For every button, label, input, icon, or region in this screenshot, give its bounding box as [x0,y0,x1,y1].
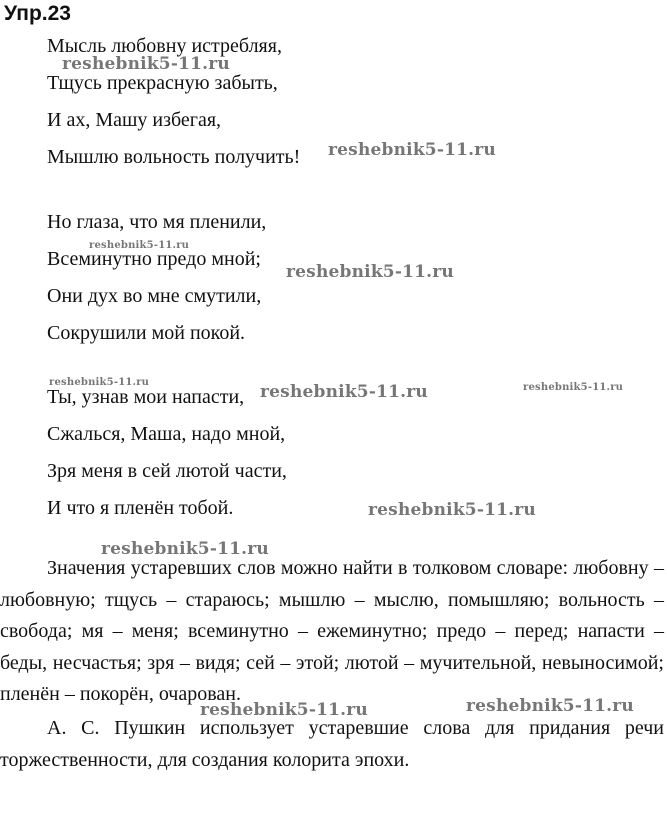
poem-stanza [47,208,266,356]
poem-line: Мысль любовну истребляя, [47,35,282,57]
watermark: reshebnik5-11.ru [466,696,634,716]
watermark: reshebnik5-11.ru [523,382,624,393]
poem-line: Сокрушили мой покой. [47,322,246,344]
watermark: reshebnik5-11.ru [368,500,536,520]
poem-line: Всеминутно предо мной; [47,248,261,270]
watermark: reshebnik5-11.ru [328,140,496,160]
poem-line: Ты, узнав мои напасти, [47,386,245,408]
watermark: reshebnik5-11.ru [89,240,190,251]
poem-line: Они дух во мне смутили, [47,285,262,307]
poem-line: И что я пленён тобой. [47,497,234,519]
watermark: reshebnik5-11.ru [101,539,269,559]
poem-stanza [47,383,287,531]
poem-line: Сжалься, Маша, надо мной, [47,423,286,445]
watermark: reshebnik5-11.ru [200,700,368,720]
watermark: reshebnik5-11.ru [49,377,150,388]
explanation-paragraph: А. С. Пушкин использует устаревшие слова для придания речи торжественности, для создания колорита эпохи. [0,717,664,771]
exercise-title: Упр.23 [4,2,71,25]
poem-line: Тщусь прекрасную забыть, [47,72,278,94]
poem-line: И ах, Машу избегая, [47,109,222,131]
poem-line: Мышлю вольность получить! [47,146,301,168]
watermark: reshebnik5-11.ru [286,262,454,282]
poem-line: Но глаза, что мя пленили, [47,211,267,233]
watermark: reshebnik5-11.ru [62,54,230,74]
watermark: reshebnik5-11.ru [260,382,428,402]
poem-line: Зря меня в сей лютой части, [47,460,287,482]
explanation-paragraph: Значения устаревших слов можно найти в толковом словаре: любовну – любовную; тщусь – стараюсь; мышлю – мыслю, помышляю; вольность – свобода; мя – меня; всеминутно – ежеминутно; предо – перед; напасти – беды, несчастья; зря – видя; сей – этой; лютой – мучительной, невыносимой; пленён – покорён, очарован. [0,557,664,706]
